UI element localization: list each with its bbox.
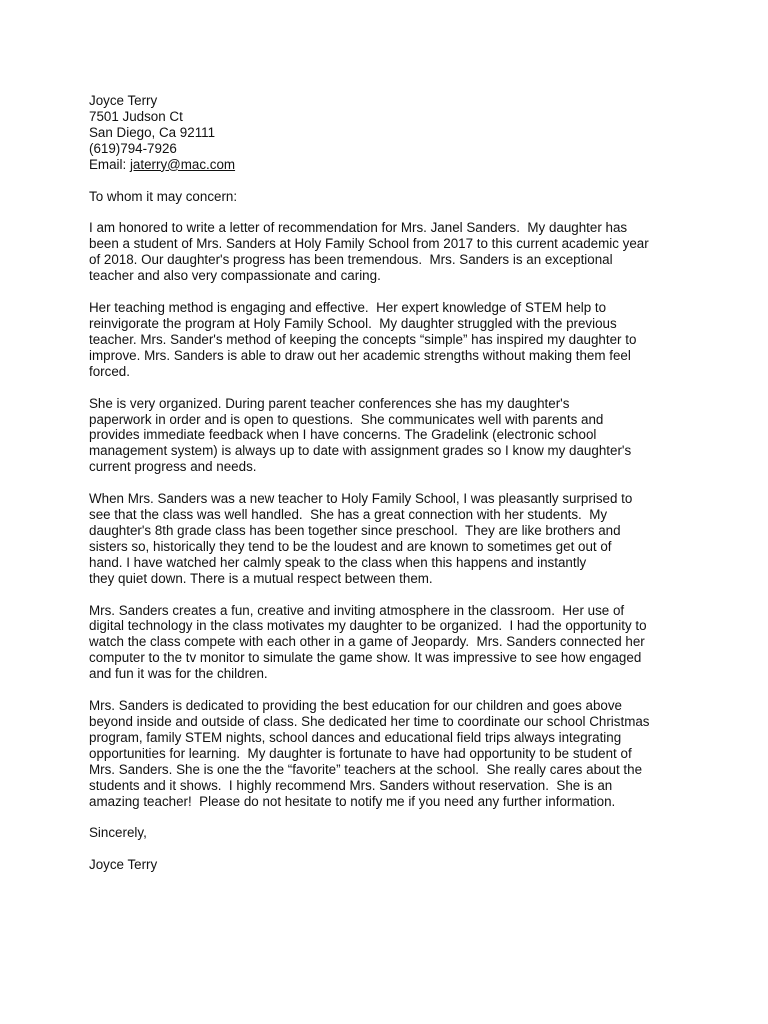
closing-text: Sincerely,	[89, 825, 147, 841]
paragraph-line: program, family STEM nights, school dances and educational field trips always integrating	[89, 729, 622, 745]
sender-street: 7501 Judson Ct	[89, 108, 183, 124]
paragraph-line: She is very organized. During parent teacher conferences she has my daughter's	[89, 395, 570, 411]
paragraph-line: beyond inside and outside of class. She dedicated her time to coordinate our school Christmas	[89, 714, 650, 729]
paragraph-organization	[89, 396, 689, 476]
closing	[89, 825, 689, 841]
paragraph-line: opportunities for learning. My daughter is fortunate to have had opportunity to be student of	[89, 745, 632, 761]
paragraph-line: amazing teacher! Please do not hesitate to notify me if you need any further information.	[89, 793, 616, 809]
paragraph-line: current progress and needs.	[89, 459, 257, 475]
sender-address-block	[89, 93, 689, 173]
paragraph-line: and fun it was for the children.	[89, 666, 268, 682]
paragraph-line: When Mrs. Sanders was a new teacher to Holy Family School, I was pleasantly surprised to	[89, 491, 633, 507]
paragraph-teaching-method	[89, 300, 689, 380]
paragraph-line: Mrs. Sanders. She is one the the “favorite” teachers at the school. She really cares about the	[89, 761, 643, 777]
paragraph-line: daughter's 8th grade class has been together since preschool. They are like brothers and	[89, 522, 621, 538]
salutation-text: To whom it may concern:	[89, 188, 238, 204]
paragraph-dedication	[89, 698, 689, 809]
paragraph-classroom-atmosphere	[89, 603, 689, 683]
email-label: Email:	[89, 156, 130, 172]
paragraph-line: hand. I have watched her calmly speak to the class when this happens and instantly	[89, 554, 587, 570]
paragraph-line: sisters so, historically they tend to be the loudest and are known to sometimes get out of	[89, 538, 612, 554]
sender-city: San Diego, Ca 92111	[89, 124, 216, 140]
paragraph-line: computer to the tv monitor to simulate the game show. It was impressive to see how engaged	[89, 650, 642, 666]
paragraph-line: of 2018. Our daughter's progress has been tremendous. Mrs. Sanders is an exceptional	[89, 252, 613, 268]
paragraph-line: teacher. Mrs. Sander's method of keeping the concepts “simple” has inspired my daughter to	[89, 331, 637, 347]
paragraph-intro	[89, 220, 689, 284]
paragraph-line: Her teaching method is engaging and effective. Her expert knowledge of STEM help to	[89, 300, 607, 316]
paragraph-class-management	[89, 491, 689, 586]
email-link[interactable]: jaterry@mac.com	[129, 156, 236, 172]
paragraph-line: see that the class was well handled. She has a great connection with her students. My	[89, 507, 608, 523]
signature-name: Joyce Terry	[89, 857, 158, 873]
paragraph-line: Mrs. Sanders is dedicated to providing the best education for our children and goes above	[89, 698, 622, 714]
sender-email-line	[89, 157, 689, 173]
paragraph-line: management system) is always up to date with assignment grades so I know my daughter's	[89, 443, 632, 459]
paragraph-line: been a student of Mrs. Sanders at Holy Family School from 2017 to this current academic year	[89, 236, 649, 252]
salutation	[89, 189, 689, 205]
paragraph-line: teacher and also very compassionate and caring.	[89, 268, 381, 284]
paragraph-line: provides immediate feedback when I have concerns. The Gradelink (electronic school	[89, 427, 597, 443]
paragraph-line: Mrs. Sanders creates a fun, creative and inviting atmosphere in the classroom. Her use of	[89, 602, 625, 618]
paragraph-line: students and it shows. I highly recommend Mrs. Sanders without reservation. She is an	[89, 777, 613, 793]
letter-page	[89, 93, 689, 889]
paragraph-line: forced.	[89, 363, 130, 379]
paragraph-line: improve. Mrs. Sanders is able to draw out her academic strengths without making them feel	[89, 347, 631, 363]
paragraph-line: digital technology in the class motivates my daughter to be organized. I had the opportunity to	[89, 618, 647, 634]
paragraph-line: watch the class compete with each other in a game of Jeopardy. Mrs. Sanders connected her	[89, 634, 645, 650]
sender-phone: (619)794-7926	[89, 140, 177, 156]
paragraph-line: reinvigorate the program at Holy Family School. My daughter struggled with the previous	[89, 315, 617, 331]
sender-name: Joyce Terry	[89, 93, 158, 108]
paragraph-line: I am honored to write a letter of recommendation for Mrs. Janel Sanders. My daughter has	[89, 220, 628, 236]
signature	[89, 857, 689, 873]
paragraph-line: paperwork in order and is open to questions. She communicates well with parents and	[89, 411, 604, 427]
paragraph-line: they quiet down. There is a mutual respect between them.	[89, 570, 433, 586]
